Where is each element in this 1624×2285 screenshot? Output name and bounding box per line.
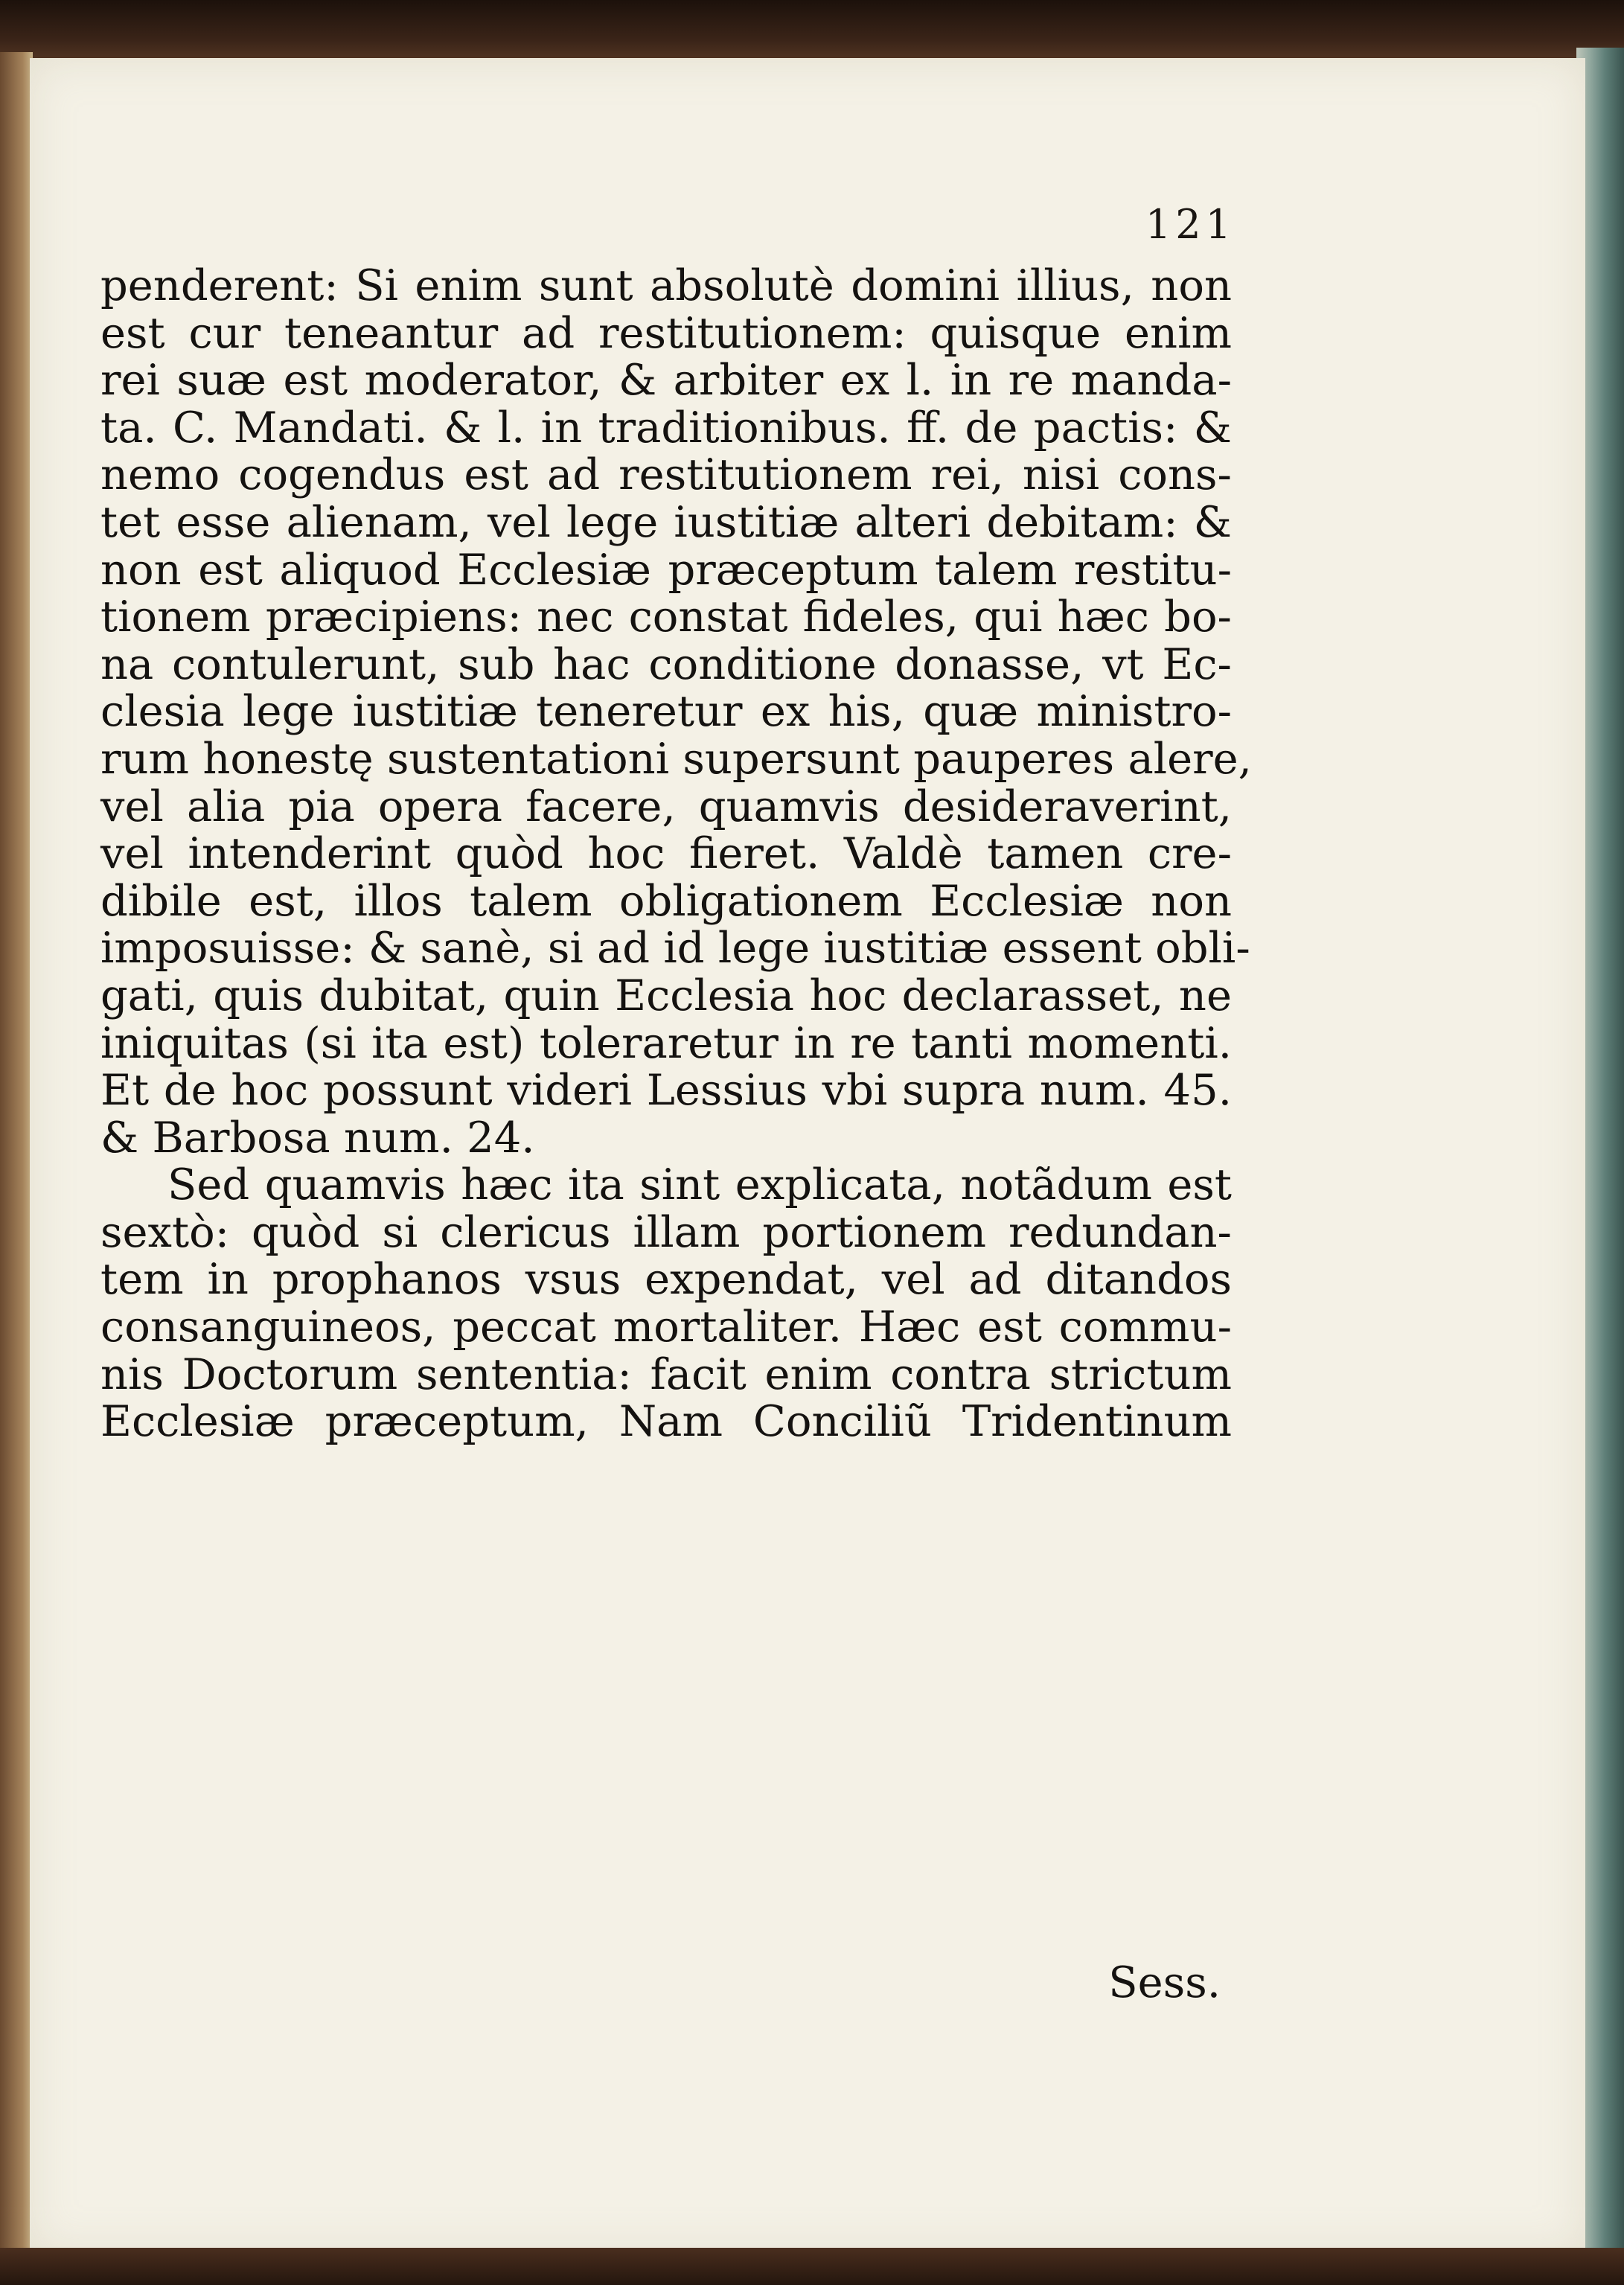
text-line: sextò: quòd si clericus illam portionem redundan-: [100, 1207, 1232, 1257]
text-line: tet esse alienam, vel lege iustitiæ alteri debitam: &: [100, 496, 1232, 547]
backdrop-top: [0, 0, 1624, 67]
text-line: Et de hoc possunt videri Lessius vbi supra num. 45.: [100, 1065, 1232, 1116]
text-line: Ecclesiæ præceptum, Nam Conciliũ Tridentinum: [100, 1396, 1232, 1447]
text-line: non est aliquod Ecclesiæ præceptum talem restitu-: [100, 544, 1232, 595]
text-line: tionem præcipiens: nec constat fideles, qui hæc bo-: [100, 592, 1232, 642]
text-line: imposuisse: & sanè, si ad id lege iustitiæ essent obli-: [100, 923, 1250, 974]
text-line: rei suæ est moderator, & arbiter ex l. in re manda-: [100, 355, 1232, 406]
text-line: penderent: Si enim sunt absolutè domini illius, non: [100, 261, 1232, 310]
backdrop-left-binding: [0, 52, 33, 2270]
body-text: [100, 261, 1252, 1447]
text-line: gati, quis dubitat, quin Ecclesia hoc declarasset, ne: [100, 970, 1232, 1020]
text-line: clesia lege iustitiæ teneretur ex his, quæ ministro-: [100, 686, 1232, 737]
text-line: consanguineos, peccat mortaliter. Hæc est commu-: [100, 1302, 1232, 1352]
text-line: & Barbosa num. 24.: [100, 1112, 535, 1163]
catchword: Sess.: [1108, 1958, 1221, 2007]
text-line: iniquitas (si ita est) toleraretur in re tanti momenti.: [100, 1017, 1232, 1068]
text-line: vel alia pia opera facere, quamvis desideraverint,: [100, 781, 1232, 831]
text-line: vel intenderint quòd hoc fieret. Valdè tamen cre-: [100, 828, 1232, 879]
page-number: 121: [1145, 201, 1235, 248]
text-line: ta. C. Mandati. & l. in traditionibus. ff. de pactis: &: [100, 402, 1232, 453]
backdrop-bottom: [0, 2248, 1624, 2285]
text-line: est cur teneantur ad restitutionem: quisque enim: [100, 307, 1232, 358]
text-line: nemo cogendus est ad restitutionem rei, nisi cons-: [100, 450, 1232, 500]
paragraph-first-line: Sed quamvis hæc ita sint explicata, notãdum est: [167, 1160, 1232, 1210]
text-line: tem in prophanos vsus expendat, vel ad ditandos: [100, 1254, 1232, 1305]
text-line: na contulerunt, sub hac conditione donasse, vt Ec-: [100, 639, 1232, 689]
text-line: nis Doctorum sententia: facit enim contra strictum: [100, 1349, 1232, 1399]
text-line: dibile est, illos talem obligationem Ecclesiæ non: [100, 875, 1232, 926]
text-line: rum honestę sustentationi supersunt pauperes alere,: [100, 733, 1252, 784]
